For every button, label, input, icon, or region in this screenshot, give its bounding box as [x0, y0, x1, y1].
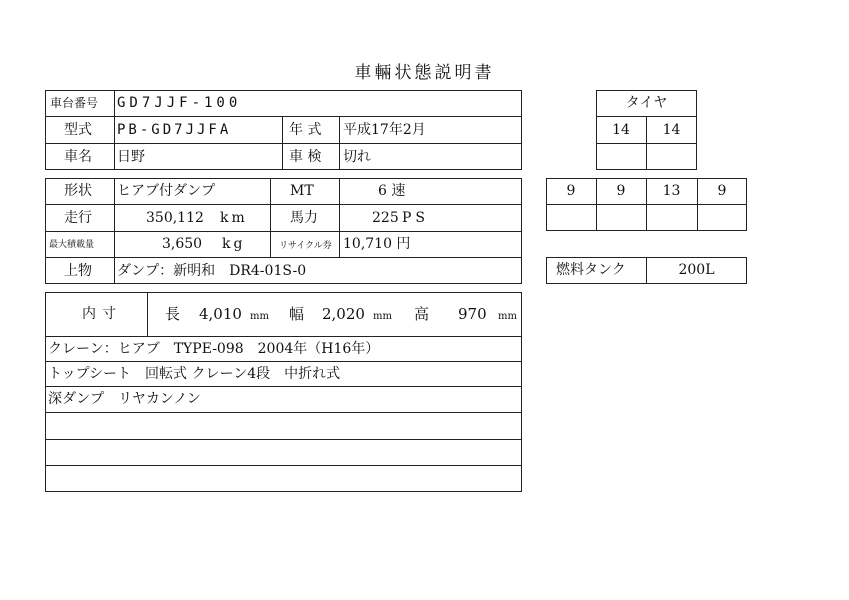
- width-value: 2,020: [322, 305, 365, 323]
- model-label: 型式: [64, 122, 92, 138]
- fuel-tank-label: 燃料タンク: [556, 262, 626, 278]
- note-line: 深ダンプ リヤカンノン: [48, 391, 201, 407]
- mileage-label: 走行: [64, 210, 92, 226]
- power-label: 馬力: [290, 210, 318, 226]
- power-unit: PS: [402, 210, 430, 226]
- model-value: PB-GD7JJFA: [117, 122, 232, 138]
- transmission-label: MT: [290, 183, 314, 199]
- maker-value: 日野: [117, 149, 145, 165]
- max-load-label: 最大積載量: [49, 240, 95, 250]
- dimensions-label: 内寸: [82, 306, 122, 322]
- note-line: クレーン：ヒアブ TYPE-098 2004年（H16年）: [48, 341, 380, 357]
- max-load-value: 3,650: [162, 236, 203, 252]
- shape-value: ヒアブ付ダンプ: [117, 183, 216, 199]
- mileage-value: 350,112: [146, 210, 204, 226]
- inspection-value: 切れ: [343, 149, 371, 165]
- tire-label: タイヤ: [625, 95, 668, 111]
- tire-rear-4: 9: [717, 183, 727, 199]
- width-unit: mm: [373, 311, 392, 322]
- page-title: 車輛状態説明書: [354, 63, 495, 83]
- tire-rear-2: 9: [616, 183, 626, 199]
- chassis-number-value: GD7JJF-100: [117, 95, 242, 111]
- height-value: 970: [458, 305, 487, 323]
- recycle-label: リサイクル券: [279, 241, 332, 251]
- note-line: トップシート 回転式 クレーン4段 中折れ式: [48, 366, 341, 382]
- power-value: 225: [372, 210, 399, 226]
- tire-rear-3: 13: [662, 183, 681, 199]
- width-label: 幅: [289, 305, 305, 323]
- mileage-unit: km: [220, 210, 248, 226]
- length-unit: mm: [250, 311, 269, 322]
- length-label: 長: [165, 305, 181, 323]
- recycle-value: 10,710 円: [343, 236, 411, 252]
- transmission-value: 6 速: [378, 183, 406, 199]
- year-label: 年 式: [289, 122, 322, 138]
- shape-label: 形状: [64, 183, 92, 199]
- length-value: 4,010: [199, 305, 242, 323]
- height-label: 高: [414, 305, 430, 323]
- body-value: ダンプ：新明和 DR4-01S-0: [117, 263, 307, 279]
- inspection-label: 車 検: [289, 149, 322, 165]
- tire-rear-1: 9: [566, 183, 576, 199]
- body-label: 上物: [64, 263, 92, 279]
- year-value: 平成17年2月: [343, 122, 426, 138]
- fuel-tank-value: 200L: [678, 262, 715, 278]
- max-load-unit: kg: [222, 236, 246, 252]
- height-unit: mm: [498, 311, 517, 322]
- chassis-number-label: 車台番号: [50, 96, 99, 110]
- maker-label: 車名: [64, 149, 92, 165]
- tire-front-right: 14: [662, 122, 681, 138]
- tire-front-left: 14: [612, 122, 630, 138]
